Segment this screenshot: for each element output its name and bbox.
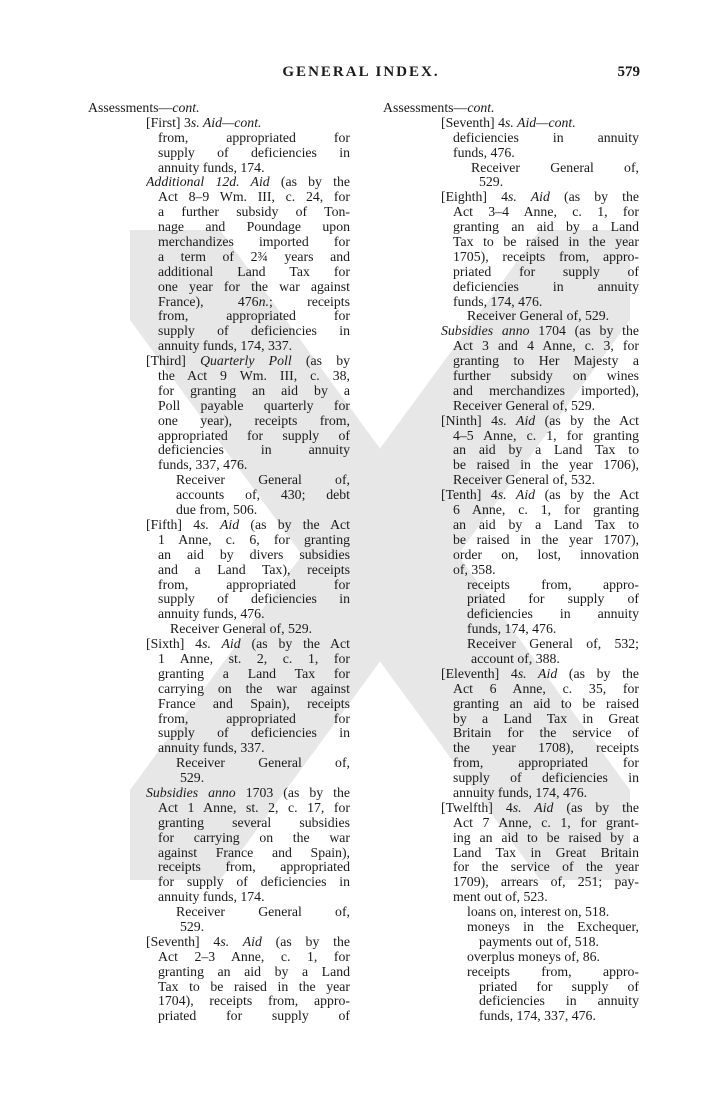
index-line: from, appropriated for bbox=[158, 577, 350, 592]
index-line: for supply of deficiencies in bbox=[158, 875, 350, 890]
index-line: [Twelfth] 4s. Aid (as by the bbox=[441, 800, 639, 815]
index-line: annuity funds, 174. bbox=[158, 889, 265, 905]
index-line: [Eleventh] 4s. Aid (as by the bbox=[441, 666, 639, 681]
index-line: due from, 506. bbox=[176, 502, 258, 518]
index-line: [Sixth] 4s. Aid (as by the Act bbox=[146, 637, 350, 652]
index-line: payments out of, 518. bbox=[479, 933, 599, 949]
index-line: be raised in the year 1706), bbox=[453, 458, 639, 473]
index-line: Receiver General of, 532; bbox=[467, 637, 639, 652]
index-line: from, appropriated for bbox=[453, 756, 639, 771]
index-line: from, appropriated for bbox=[158, 711, 350, 726]
index-line: 1 Anne, c. 6, for granting bbox=[158, 532, 350, 547]
index-line: receipts from, appro- bbox=[467, 964, 639, 979]
index-line: [Seventh] 4s. Aid (as by the bbox=[146, 934, 350, 949]
index-line: by a Land Tax in Great bbox=[453, 711, 639, 726]
index-line: the Act 9 Wm. III, c. 38, bbox=[158, 369, 350, 384]
index-line: Act 1 Anne, st. 2, c. 17, for bbox=[158, 800, 350, 815]
index-line: of, 358. bbox=[453, 561, 496, 577]
index-line: accounts of, 430; debt bbox=[176, 488, 350, 503]
index-line: funds, 174, 476. bbox=[453, 293, 543, 309]
index-line: appropriated for supply of bbox=[158, 428, 350, 443]
index-line: Land Tax in Great Britain bbox=[453, 845, 639, 860]
index-line: deficiencies in annuity bbox=[479, 994, 639, 1009]
index-line: [First] 3s. Aid—cont. bbox=[146, 114, 262, 130]
index-line: granting several subsidies bbox=[158, 815, 350, 830]
index-line: priated for supply of bbox=[479, 979, 639, 994]
index-line: Receiver General of, 529. bbox=[170, 621, 313, 637]
index-column-left bbox=[88, 101, 350, 1024]
index-line: Receiver General of, bbox=[176, 473, 350, 488]
index-line: [Fifth] 4s. Aid (as by the Act bbox=[146, 517, 350, 532]
index-line: and merchandizes imported), bbox=[453, 383, 639, 398]
index-line: deficiencies in annuity bbox=[467, 607, 639, 622]
index-line: Act 8–9 Wm. III, c. 24, for bbox=[158, 190, 350, 205]
index-line: Subsidies anno 1703 (as by the bbox=[146, 785, 350, 800]
index-line: Receiver General of, bbox=[471, 160, 639, 175]
index-line: merchandizes imported for bbox=[158, 235, 350, 250]
index-line: ing an aid to be raised by a bbox=[453, 830, 639, 845]
index-line: overplus moneys of, 86. bbox=[467, 948, 600, 964]
index-line: Assessments—cont. bbox=[88, 100, 200, 115]
index-line: be raised in the year 1707), bbox=[453, 532, 639, 547]
index-line: annuity funds, 337. bbox=[158, 740, 265, 756]
index-line: Receiver General of, bbox=[176, 756, 350, 771]
index-line: Poll payable quarterly for bbox=[158, 398, 350, 413]
index-line: Receiver General of, 529. bbox=[453, 397, 596, 413]
index-line: France), 476n.; receipts bbox=[158, 294, 350, 309]
index-line: the year 1708), receipts bbox=[453, 741, 639, 756]
index-line: 1709), arrears of, 251; pay- bbox=[453, 875, 639, 890]
index-line: [Third] Quarterly Poll (as by bbox=[146, 354, 350, 369]
index-line: Tax to be raised in the year bbox=[158, 979, 350, 994]
index-line: Act 2–3 Anne, c. 1, for bbox=[158, 949, 350, 964]
index-line: for carrying on the war bbox=[158, 830, 350, 845]
page-number: 579 bbox=[617, 64, 640, 80]
index-line: funds, 476. bbox=[453, 144, 515, 160]
index-line: funds, 174, 337, 476. bbox=[479, 1008, 596, 1024]
index-line: further subsidy on wines bbox=[453, 369, 639, 384]
index-line: granting an aid by a Land bbox=[158, 964, 350, 979]
index-line: Act 3–4 Anne, c. 1, for bbox=[453, 205, 639, 220]
index-line: Assessments—cont. bbox=[383, 100, 495, 115]
index-line: [Tenth] 4s. Aid (as by the Act bbox=[441, 488, 639, 503]
index-line: receipts from, appro- bbox=[467, 577, 639, 592]
index-line: Additional 12d. Aid (as by the bbox=[146, 175, 350, 190]
index-line: Act 6 Anne, c. 35, for bbox=[453, 681, 639, 696]
index-line: Britain for the service of bbox=[453, 726, 639, 741]
index-line: deficiencies in annuity bbox=[453, 130, 639, 145]
index-line: Receiver General of, 532. bbox=[453, 472, 596, 488]
index-line: 529. bbox=[479, 174, 504, 190]
index-line: a further subsidy of Ton- bbox=[158, 205, 350, 220]
index-line: supply of deficiencies in bbox=[453, 771, 639, 786]
index-line: granting to Her Majesty a bbox=[453, 354, 639, 369]
index-line: supply of deficiencies in bbox=[158, 324, 350, 339]
index-line: Act 7 Anne, c. 1, for grant- bbox=[453, 815, 639, 830]
index-line: Receiver General of, 529. bbox=[467, 308, 610, 324]
page-header bbox=[0, 64, 722, 86]
index-line: from, appropriated for bbox=[158, 309, 350, 324]
index-line: one year), receipts from, bbox=[158, 413, 350, 428]
index-line: nage and Poundage upon bbox=[158, 220, 350, 235]
index-line: 6 Anne, c. 1, for granting bbox=[453, 503, 639, 518]
index-line: loans on, interest on, 518. bbox=[467, 904, 610, 920]
index-line: an aid by a Land Tax to bbox=[453, 443, 639, 458]
index-line: deficiencies in annuity bbox=[158, 443, 350, 458]
index-line: priated for supply of bbox=[467, 592, 639, 607]
index-line: granting an aid to be raised bbox=[453, 696, 639, 711]
index-line: against France and Spain), bbox=[158, 845, 350, 860]
index-line: and a Land Tax), receipts bbox=[158, 562, 350, 577]
index-line: supply of deficiencies in bbox=[158, 592, 350, 607]
index-line: Receiver General of, bbox=[176, 905, 350, 920]
index-line: funds, 337, 476. bbox=[158, 457, 248, 473]
index-line: [Seventh] 4s. Aid—cont. bbox=[441, 114, 576, 130]
index-line: priated for supply of bbox=[453, 264, 639, 279]
index-line: granting a Land Tax for bbox=[158, 666, 350, 681]
index-line: annuity funds, 174, 476. bbox=[453, 784, 588, 800]
index-line: for the service of the year bbox=[453, 860, 639, 875]
index-line: order on, lost, innovation bbox=[453, 547, 639, 562]
index-line: [Ninth] 4s. Aid (as by the Act bbox=[441, 413, 639, 428]
index-line: Act 3 and 4 Anne, c. 3, for bbox=[453, 339, 639, 354]
index-line: [Eighth] 4s. Aid (as by the bbox=[441, 190, 639, 205]
index-line: moneys in the Exchequer, bbox=[467, 919, 639, 934]
index-line: annuity funds, 174. bbox=[158, 159, 265, 175]
index-line: annuity funds, 476. bbox=[158, 606, 265, 622]
index-line: supply of deficiencies in bbox=[158, 145, 350, 160]
index-line: ment out of, 523. bbox=[453, 889, 548, 905]
index-line: priated for supply of bbox=[158, 1009, 350, 1024]
index-line: a term of 2¾ years and bbox=[158, 249, 350, 264]
page-title: GENERAL INDEX. bbox=[282, 64, 440, 80]
index-line: 1705), receipts from, appro- bbox=[453, 249, 639, 264]
index-line: an aid by a Land Tax to bbox=[453, 517, 639, 532]
index-line: 1 Anne, st. 2, c. 1, for bbox=[158, 651, 350, 666]
index-line: Subsidies anno 1704 (as by the bbox=[441, 324, 639, 339]
index-line: annuity funds, 174, 337. bbox=[158, 338, 293, 354]
index-line: one year for the war against bbox=[158, 279, 350, 294]
index-line: funds, 174, 476. bbox=[467, 621, 557, 637]
index-line: from, appropriated for bbox=[158, 130, 350, 145]
index-line: 1704), receipts from, appro- bbox=[158, 994, 350, 1009]
index-line: account of, 388. bbox=[471, 650, 560, 666]
index-line: receipts from, appropriated bbox=[158, 860, 350, 875]
index-line: granting an aid by a Land bbox=[453, 220, 639, 235]
index-line: deficiencies in annuity bbox=[453, 279, 639, 294]
index-line: carrying on the war against bbox=[158, 681, 350, 696]
index-line: additional Land Tax for bbox=[158, 264, 350, 279]
index-line: an aid by divers subsidies bbox=[158, 547, 350, 562]
index-line: 529. bbox=[180, 918, 205, 934]
index-line: Tax to be raised in the year bbox=[453, 235, 639, 250]
index-line: supply of deficiencies in bbox=[158, 726, 350, 741]
index-column-right bbox=[383, 101, 639, 1024]
index-line: 529. bbox=[180, 770, 205, 786]
index-line: France and Spain), receipts bbox=[158, 696, 350, 711]
index-line: for granting an aid by a bbox=[158, 383, 350, 398]
index-line: 4–5 Anne, c. 1, for granting bbox=[453, 428, 639, 443]
